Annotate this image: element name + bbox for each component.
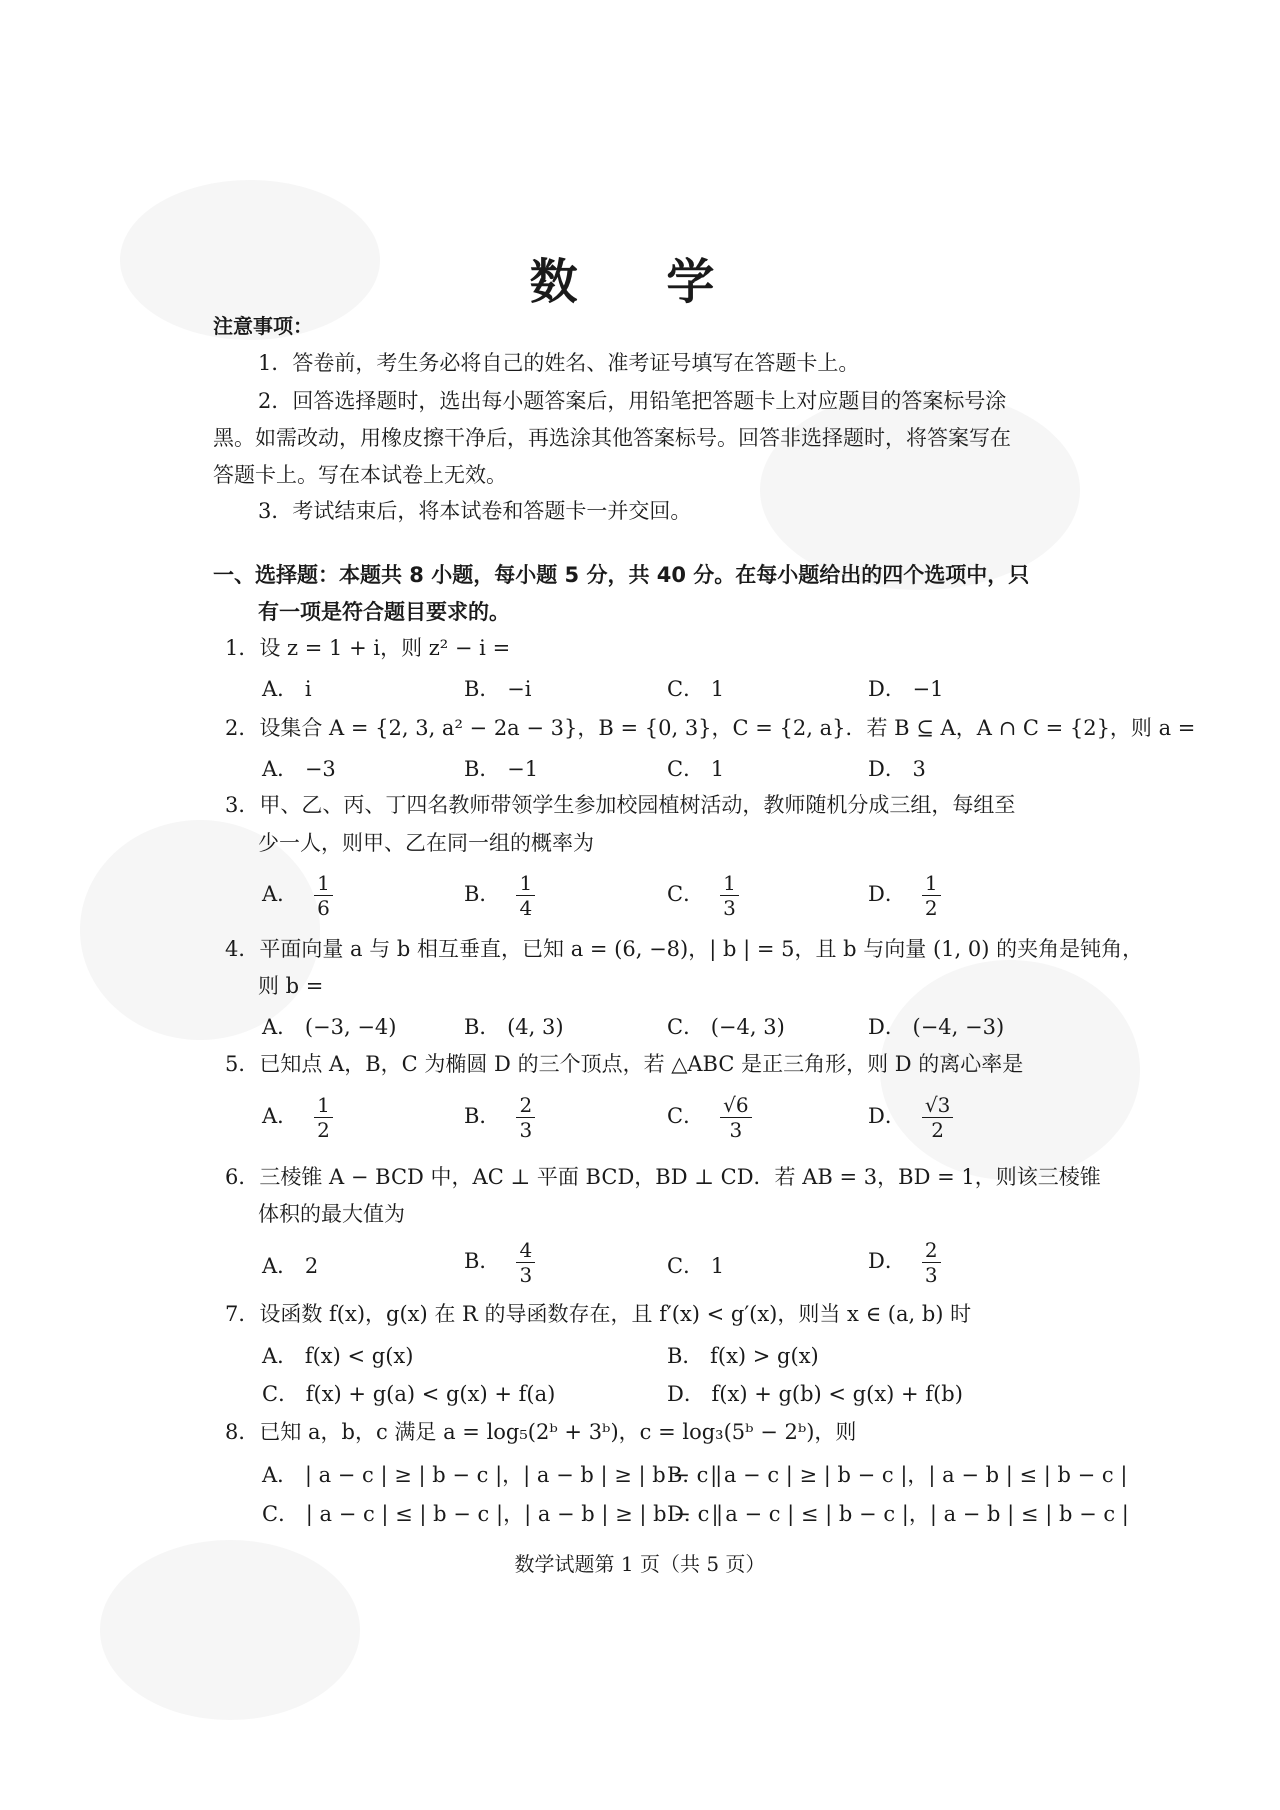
answer-option: B． | a − c | ≥ | b − c |，| a − b | ≤ | b − c | [667,1463,1128,1487]
fraction-numerator: 1 [516,871,535,896]
question-stem: 则 b = [258,974,324,998]
page-footer: 数学试题第 1 页（共 5 页） [514,1552,766,1576]
fraction-numerator: √3 [922,1093,953,1118]
fraction-numerator: 1 [720,871,739,896]
answer-option: A． i [262,677,312,701]
answer-option: D． −1 [868,677,944,701]
note-item: 黑。如需改动，用橡皮擦干净后，再选涂其他答案标号。回答非选择题时，将答案写在 [213,426,1011,450]
question-stem: 1．设 z = 1 + i，则 z² − i = [225,636,511,660]
fraction-numerator: 1 [314,1093,333,1118]
answer-option: C． | a − c | ≤ | b − c |，| a − b | ≥ | b − c | [262,1502,724,1526]
fraction-numerator: √6 [720,1093,751,1118]
answer-option: B． f(x) > g(x) [667,1344,819,1368]
answer-option: C． 1 [667,757,725,781]
option-label: D． [868,1249,906,1273]
fraction [922,871,941,920]
option-label: D． [868,882,906,906]
answer-option [667,1093,752,1142]
fraction [922,1238,941,1287]
fraction-denominator: 6 [317,896,330,920]
question-stem: 2．设集合 A = {2, 3, a² − 2a − 3}，B = {0, 3}，C = {2, a}．若 B ⊆ A，A ∩ C = {2}，则 a = [225,716,1196,740]
answer-option: C． f(x) + g(a) < g(x) + f(a) [262,1382,556,1406]
answer-option: B． −i [464,677,532,701]
answer-option [262,1093,333,1142]
fraction-denominator: 4 [519,896,533,920]
answer-option: C． 1 [667,1254,725,1278]
fraction [922,1093,953,1142]
fraction-denominator: 3 [519,1118,533,1142]
option-label: B． [464,882,501,906]
section-heading: 一、选择题：本题共 8 小题，每小题 5 分，共 40 分。在每小题给出的四个选项中，只 [213,563,1030,587]
question-stem: 4．平面向量 a 与 b 相互垂直，已知 a = (6, −8)，| b | = 5，且 b 与向量 (1, 0) 的夹角是钝角， [225,937,1144,961]
option-label: D． [868,1104,906,1128]
fraction-denominator: 2 [317,1118,330,1142]
fraction-numerator: 2 [922,1238,941,1263]
answer-option [464,1093,535,1142]
answer-option: A． | a − c | ≥ | b − c |，| a − b | ≥ | b − c | [262,1463,723,1487]
answer-option [868,1238,941,1287]
section-heading-cont: 有一项是符合题目要求的。 [258,600,510,624]
answer-option: D． f(x) + g(b) < g(x) + f(b) [667,1382,963,1406]
answer-option [464,1238,535,1287]
fraction-denominator: 3 [723,896,736,920]
fraction-numerator: 1 [314,871,333,896]
question-stem: 体积的最大值为 [258,1202,405,1226]
question-stem: 8．已知 a，b，c 满足 a = log₅(2ᵇ + 3ᵇ)，c = log₃(5ᵇ − 2ᵇ)，则 [225,1420,857,1444]
option-label: A． [262,1104,299,1128]
fraction-denominator: 3 [519,1263,533,1287]
answer-option: D． 3 [868,757,926,781]
fraction-denominator: 2 [924,896,938,920]
note-item: 3．考试结束后，将本试卷和答题卡一并交回。 [258,499,692,523]
fraction [720,871,739,920]
answer-option: A． 2 [262,1254,319,1278]
fraction [720,1093,751,1142]
option-label: A． [262,882,299,906]
option-label: B． [464,1104,501,1128]
question-stem: 3．甲、乙、丙、丁四名教师带领学生参加校园植树活动，教师随机分成三组，每组至 [225,793,1016,817]
fraction [516,1093,535,1142]
answer-option [464,871,535,920]
fraction [516,871,535,920]
answer-option: B． −1 [464,757,539,781]
answer-option [262,871,333,920]
answer-option [667,871,739,920]
fraction-numerator: 1 [922,871,941,896]
option-label: C． [667,1104,705,1128]
fraction-numerator: 4 [516,1238,535,1263]
notes-heading: 注意事项： [213,314,313,338]
answer-option: C． 1 [667,677,725,701]
watermark-stain [760,390,1080,590]
fraction [516,1238,535,1287]
note-item: 1．答卷前，考生务必将自己的姓名、准考证号填写在答题卡上。 [258,351,860,375]
fraction-numerator: 2 [516,1093,535,1118]
answer-option: A． −3 [262,757,336,781]
page-title: 数 学 [529,254,751,310]
fraction [314,871,333,920]
fraction [314,1093,333,1142]
answer-option [868,1093,953,1142]
option-label: B． [464,1249,501,1273]
fraction-denominator: 3 [729,1118,743,1142]
fraction-denominator: 3 [924,1263,938,1287]
answer-option: A． f(x) < g(x) [262,1344,414,1368]
question-stem: 少一人，则甲、乙在同一组的概率为 [258,831,594,855]
answer-option [868,871,941,920]
question-stem: 7．设函数 f(x)，g(x) 在 R 的导函数存在，且 f′(x) < g′(x)，则当 x ∈ (a, b) 时 [225,1302,972,1326]
note-item: 答题卡上。写在本试卷上无效。 [213,463,507,487]
answer-option: D． | a − c | ≤ | b − c |，| a − b | ≤ | b − c | [667,1502,1129,1526]
note-item: 2．回答选择题时，选出每小题答案后，用铅笔把答题卡上对应题目的答案标号涂 [258,389,1007,413]
fraction-denominator: 2 [931,1118,944,1142]
answer-option: D． (−4, −3) [868,1015,1005,1039]
answer-option: B． (4, 3) [464,1015,564,1039]
answer-option: C． (−4, 3) [667,1015,785,1039]
question-stem: 5．已知点 A，B，C 为椭圆 D 的三个顶点，若 △ABC 是正三角形，则 D 的离心率是 [225,1052,1024,1076]
question-stem: 6．三棱锥 A − BCD 中，AC ⊥ 平面 BCD，BD ⊥ CD．若 AB = 3，BD = 1，则该三棱锥 [225,1165,1101,1189]
answer-option: A． (−3, −4) [262,1015,397,1039]
option-label: C． [667,882,705,906]
